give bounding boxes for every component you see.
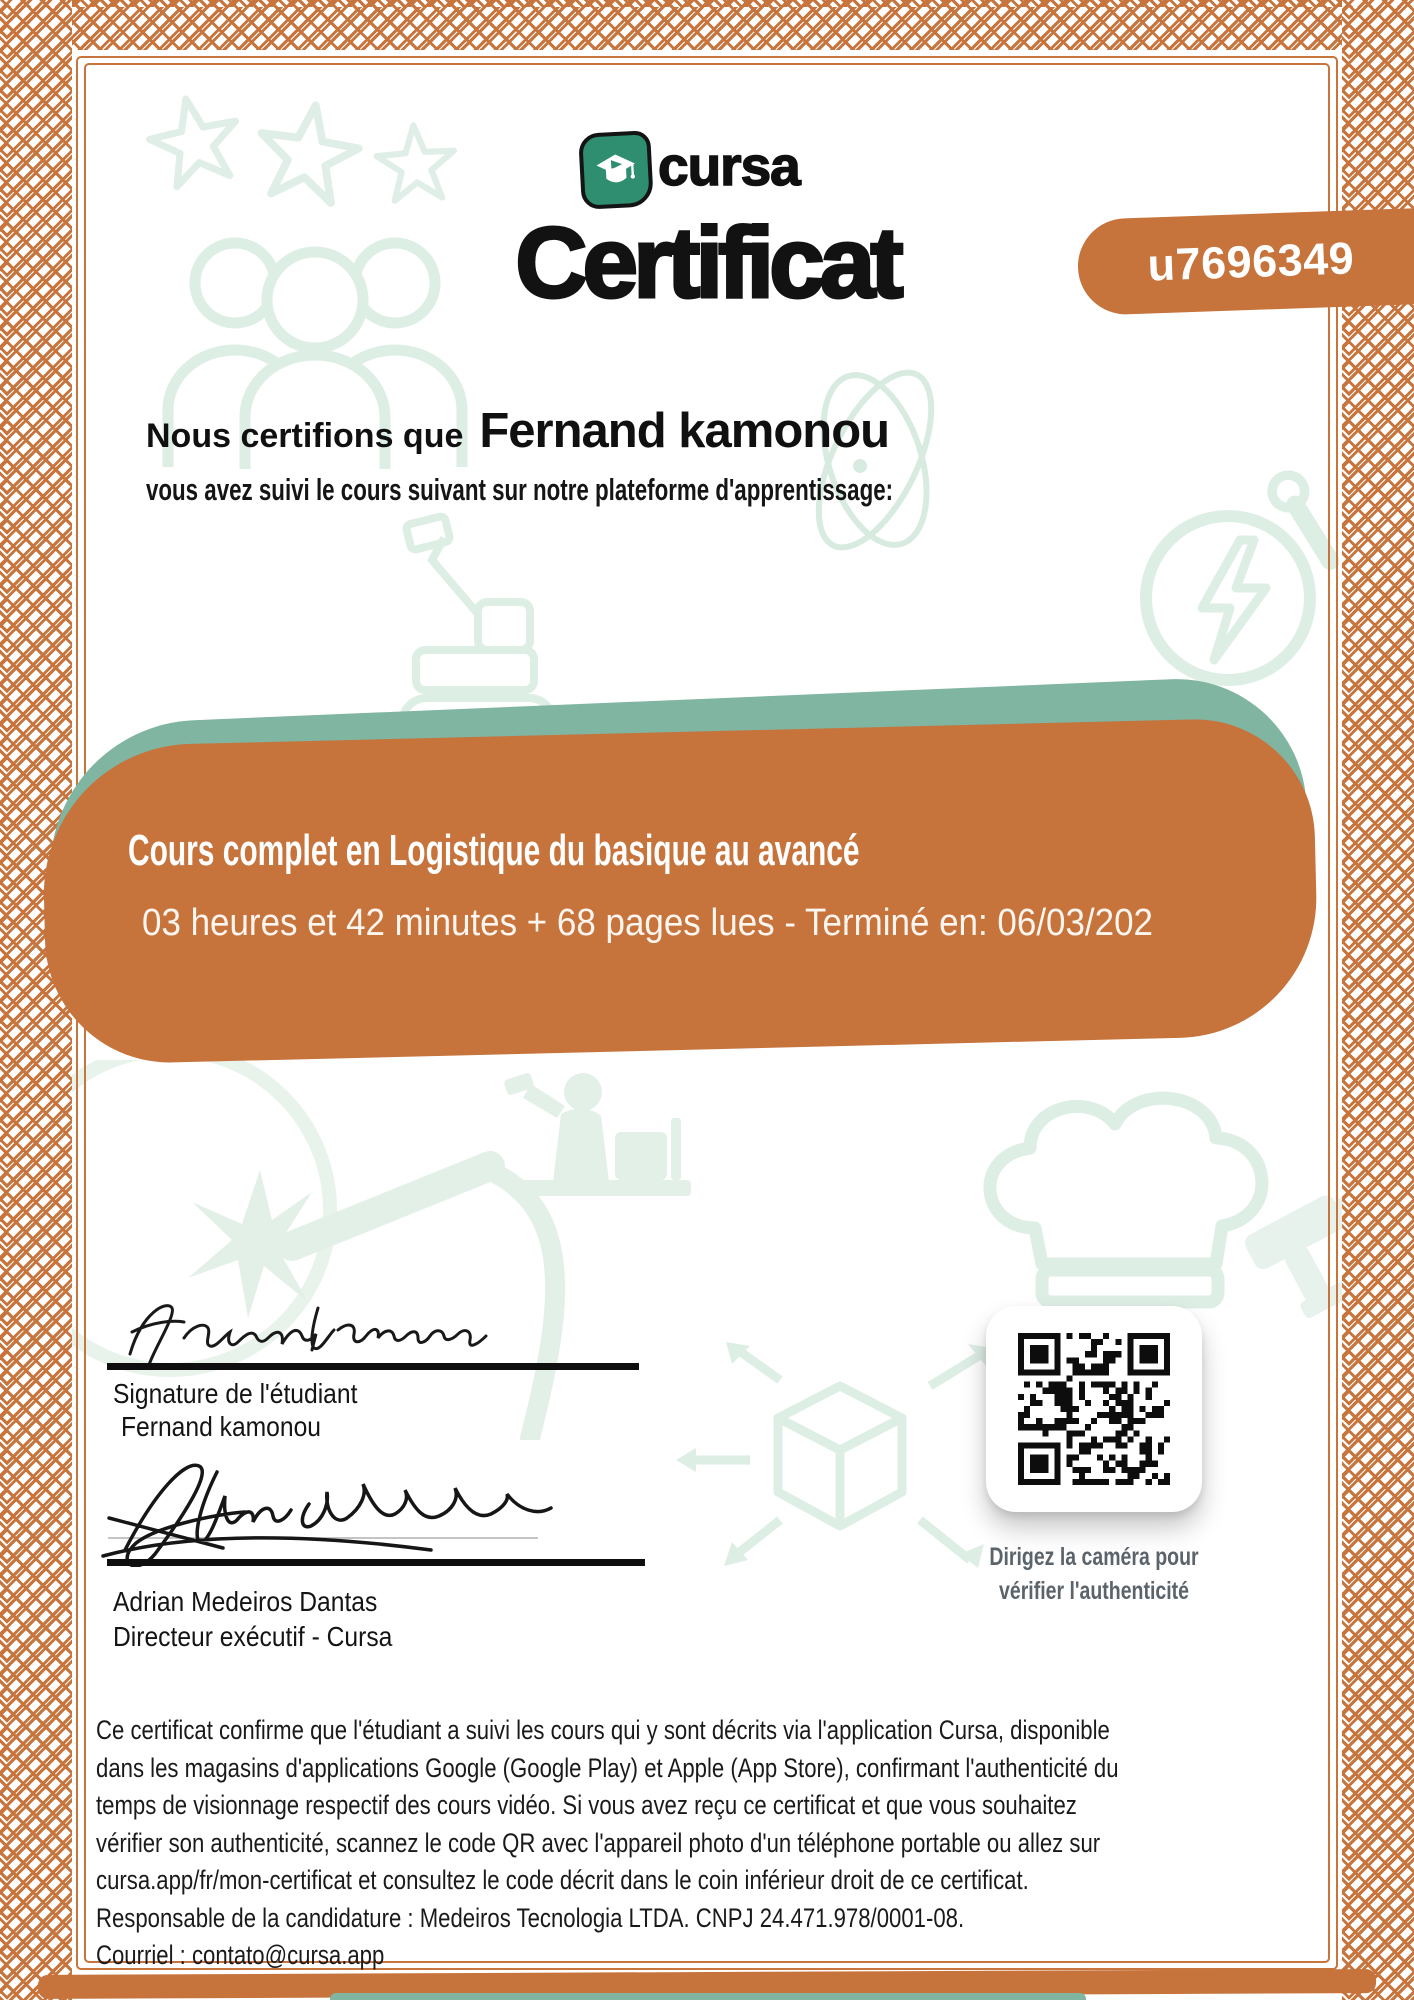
student-signature — [112, 1292, 512, 1372]
director-title: Directeur exécutif - Cursa — [113, 1621, 393, 1652]
legal-line: cursa.app/fr/mon-certificat et consultez le code décrit dans le coin inférieur droit de ce certificat. — [96, 1865, 1029, 1895]
certify-prefix: Nous certifions que — [146, 417, 464, 455]
legal-line: vérifier son authenticité, scannez le code QR avec l'appareil photo d'un téléphone portable ou allez sur — [96, 1827, 1101, 1858]
certify-line — [146, 403, 889, 459]
certify-line-2: vous avez suivi le cours suivant sur notre plateforme d'apprentissage: — [146, 472, 894, 507]
graduation-cap-icon — [593, 147, 639, 193]
student-name: Fernand kamonou — [479, 404, 890, 458]
course-title: Cours complet en Logistique du basique au avancé — [128, 826, 860, 875]
student-signature-label: Signature de l'étudiant — [113, 1378, 358, 1409]
bottom-banner-teal — [330, 1993, 1086, 2000]
director-signature-line — [107, 1559, 645, 1566]
qr-caption-line2: vérifier l'authenticité — [999, 1577, 1189, 1605]
director-name: Adrian Medeiros Dantas — [113, 1586, 378, 1617]
course-details-wrapper — [142, 898, 1310, 950]
student-printed-name: Fernand kamonou — [121, 1411, 321, 1442]
legal-line: dans les magasins d'applications Google (Google Play) et Apple (App Store), confirmant l'authenticité du — [96, 1752, 1119, 1783]
brand-logotype: cursa — [658, 135, 800, 197]
legal-line: Responsable de la candidature : Medeiros Tecnologia LTDA. CNPJ 24.471.978/0001-08. — [96, 1902, 965, 1933]
qr-code — [1018, 1333, 1170, 1485]
legal-line: Ce certificat confirme que l'étudiant a suivi les cours qui y sont décrits via l'application Cursa, disponible — [96, 1715, 1110, 1745]
student-signature-line — [107, 1363, 639, 1370]
legal-line: Courriel : contato@cursa.app — [96, 1940, 385, 1970]
legal-text — [96, 1712, 1356, 1975]
director-signature — [95, 1452, 575, 1567]
legal-line: temps de visionnage respectif des cours vidéo. Si vous avez reçu ce certificat et que vous souhaitez — [96, 1790, 1077, 1820]
course-banner — [40, 717, 1319, 1066]
page-title: Certificat — [515, 207, 899, 319]
qr-card — [986, 1306, 1202, 1512]
cursa-logo-icon — [578, 130, 654, 210]
certificate-id: u7696349 — [1146, 232, 1356, 291]
qr-caption-line1: Dirigez la caméra pour — [989, 1543, 1199, 1571]
border-pattern-top — [0, 0, 1414, 50]
course-details: 03 heures et 42 minutes + 68 pages lues - Terminé en: 06/03/202 — [142, 902, 1153, 944]
